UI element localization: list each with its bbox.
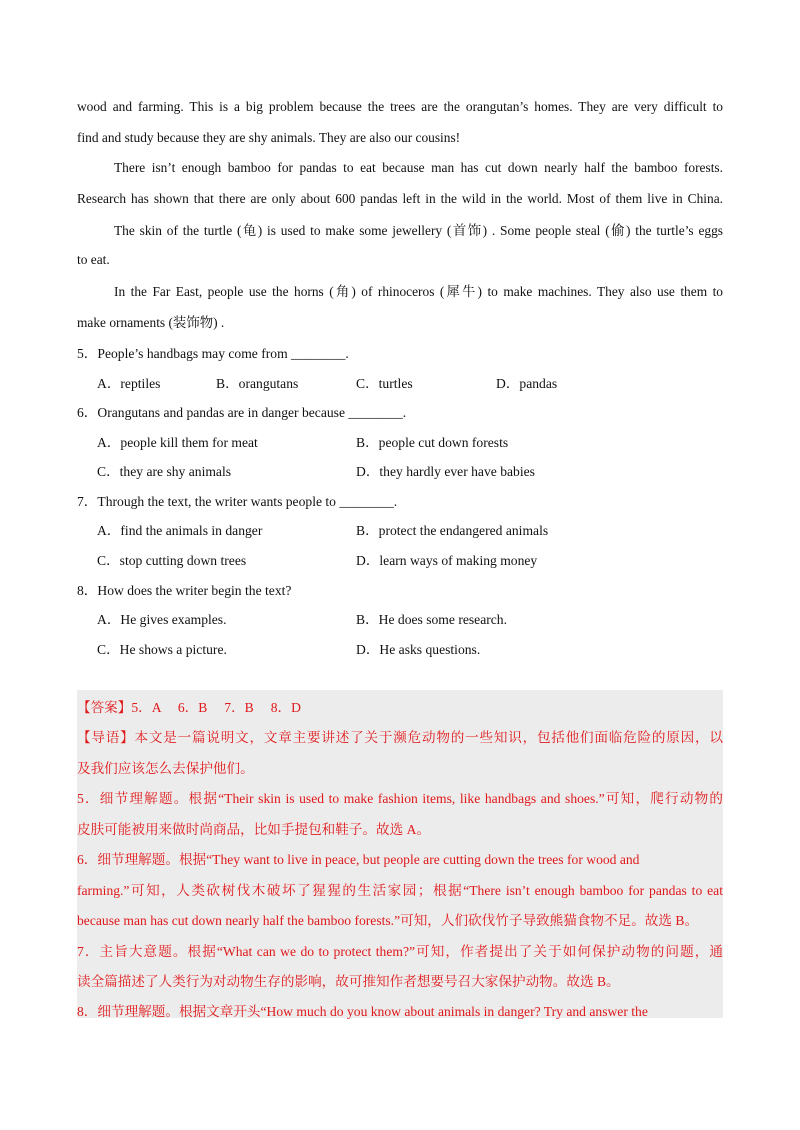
guide-line: 【导语】本文是一篇说明文，文章主要讲述了关于濒危动物的一些知识，包括他们面临危险的原因，以 bbox=[77, 730, 724, 745]
option: A．find the animals in danger bbox=[97, 523, 263, 538]
option: A．reptiles bbox=[97, 376, 161, 391]
explanation-line: 8．细节理解题。根据文章开头“How much do you know about animals in danger? Try and answer the bbox=[77, 1004, 648, 1019]
option: D．learn ways of making money bbox=[356, 553, 538, 568]
option: D．they hardly ever have babies bbox=[356, 464, 535, 479]
option: C．they are shy animals bbox=[97, 464, 232, 479]
passage-line: The skin of the turtle (龟) is used to make some jewellery (首饰) . Some people steal (偷) the turtle’s eggs bbox=[114, 223, 723, 238]
option: D．He asks questions. bbox=[356, 642, 481, 657]
explanation-line: because man has cut down nearly half the bamboo forests.”可知，人们砍伐竹子导致熊猫食物不足。故选 B。 bbox=[77, 913, 699, 928]
guide-label: 【导语】 bbox=[77, 730, 135, 745]
option: C．turtles bbox=[356, 376, 413, 391]
explanation-line: 5．细节理解题。根据“Their skin is used to make fashion items, like handbags and shoes.”可知，爬行动物的 bbox=[77, 791, 723, 806]
passage-line: In the Far East, people use the horns (角) of rhinoceros (犀牛) to make machines. They also use them to bbox=[114, 284, 723, 299]
answer-key-label: 【答案】 bbox=[77, 700, 132, 715]
option: C．He shows a picture. bbox=[97, 642, 227, 657]
explanation-line: 7．主旨大意题。根据“What can we do to protect them?”可知，作者提出了关于如何保护动物的问题，通 bbox=[77, 944, 723, 959]
answer-key-value: 5．A 6．B 7．B 8．D bbox=[131, 700, 301, 715]
option: C．stop cutting down trees bbox=[97, 553, 247, 568]
explanation-line: 皮肤可能被用来做时尚商品，比如手提包和鞋子。故选 A。 bbox=[77, 822, 431, 837]
explanation-line: 读全篇描述了人类行为对动物生存的影响，故可推知作者想要号召大家保护动物。故选 B。 bbox=[77, 974, 620, 989]
option: D．pandas bbox=[496, 376, 558, 391]
question-stem: 6．Orangutans and pandas are in danger because ________. bbox=[77, 405, 407, 420]
option: A．He gives examples. bbox=[97, 612, 227, 627]
question-stem: 8．How does the writer begin the text? bbox=[77, 583, 292, 598]
passage-line: Research has shown that there are only about 600 pandas left in the wild in the world. Most of them live in China. bbox=[77, 191, 723, 206]
passage-line: find and study because they are shy animals. They are also our cousins! bbox=[77, 130, 461, 145]
passage-line: wood and farming. This is a big problem because the trees are the orangutan’s homes. They are very difficult to bbox=[77, 99, 723, 114]
question-stem: 7．Through the text, the writer wants people to ________. bbox=[77, 494, 398, 509]
explanation-line: farming.”可知，人类砍树伐木破坏了猩猩的生活家园；根据“There isn’t enough bamboo for pandas to eat bbox=[77, 883, 723, 898]
passage-line: There isn’t enough bamboo for pandas to eat because man has cut down nearly half the bamboo forests. bbox=[114, 160, 723, 175]
option: B．He does some research. bbox=[356, 612, 507, 627]
guide-line: 及我们应该怎么去保护他们。 bbox=[77, 761, 254, 776]
answer-key bbox=[77, 696, 301, 716]
question-stem: 5．People’s handbags may come from ________. bbox=[77, 346, 349, 361]
option: B．orangutans bbox=[216, 376, 299, 391]
explanation-line: 6．细节理解题。根据“They want to live in peace, but people are cutting down the trees for wood and bbox=[77, 852, 640, 867]
passage-line: to eat. bbox=[77, 252, 110, 267]
passage-line: make ornaments (装饰物) . bbox=[77, 315, 225, 330]
option: A．people kill them for meat bbox=[97, 435, 258, 450]
option: B．protect the endangered animals bbox=[356, 523, 549, 538]
option: B．people cut down forests bbox=[356, 435, 509, 450]
